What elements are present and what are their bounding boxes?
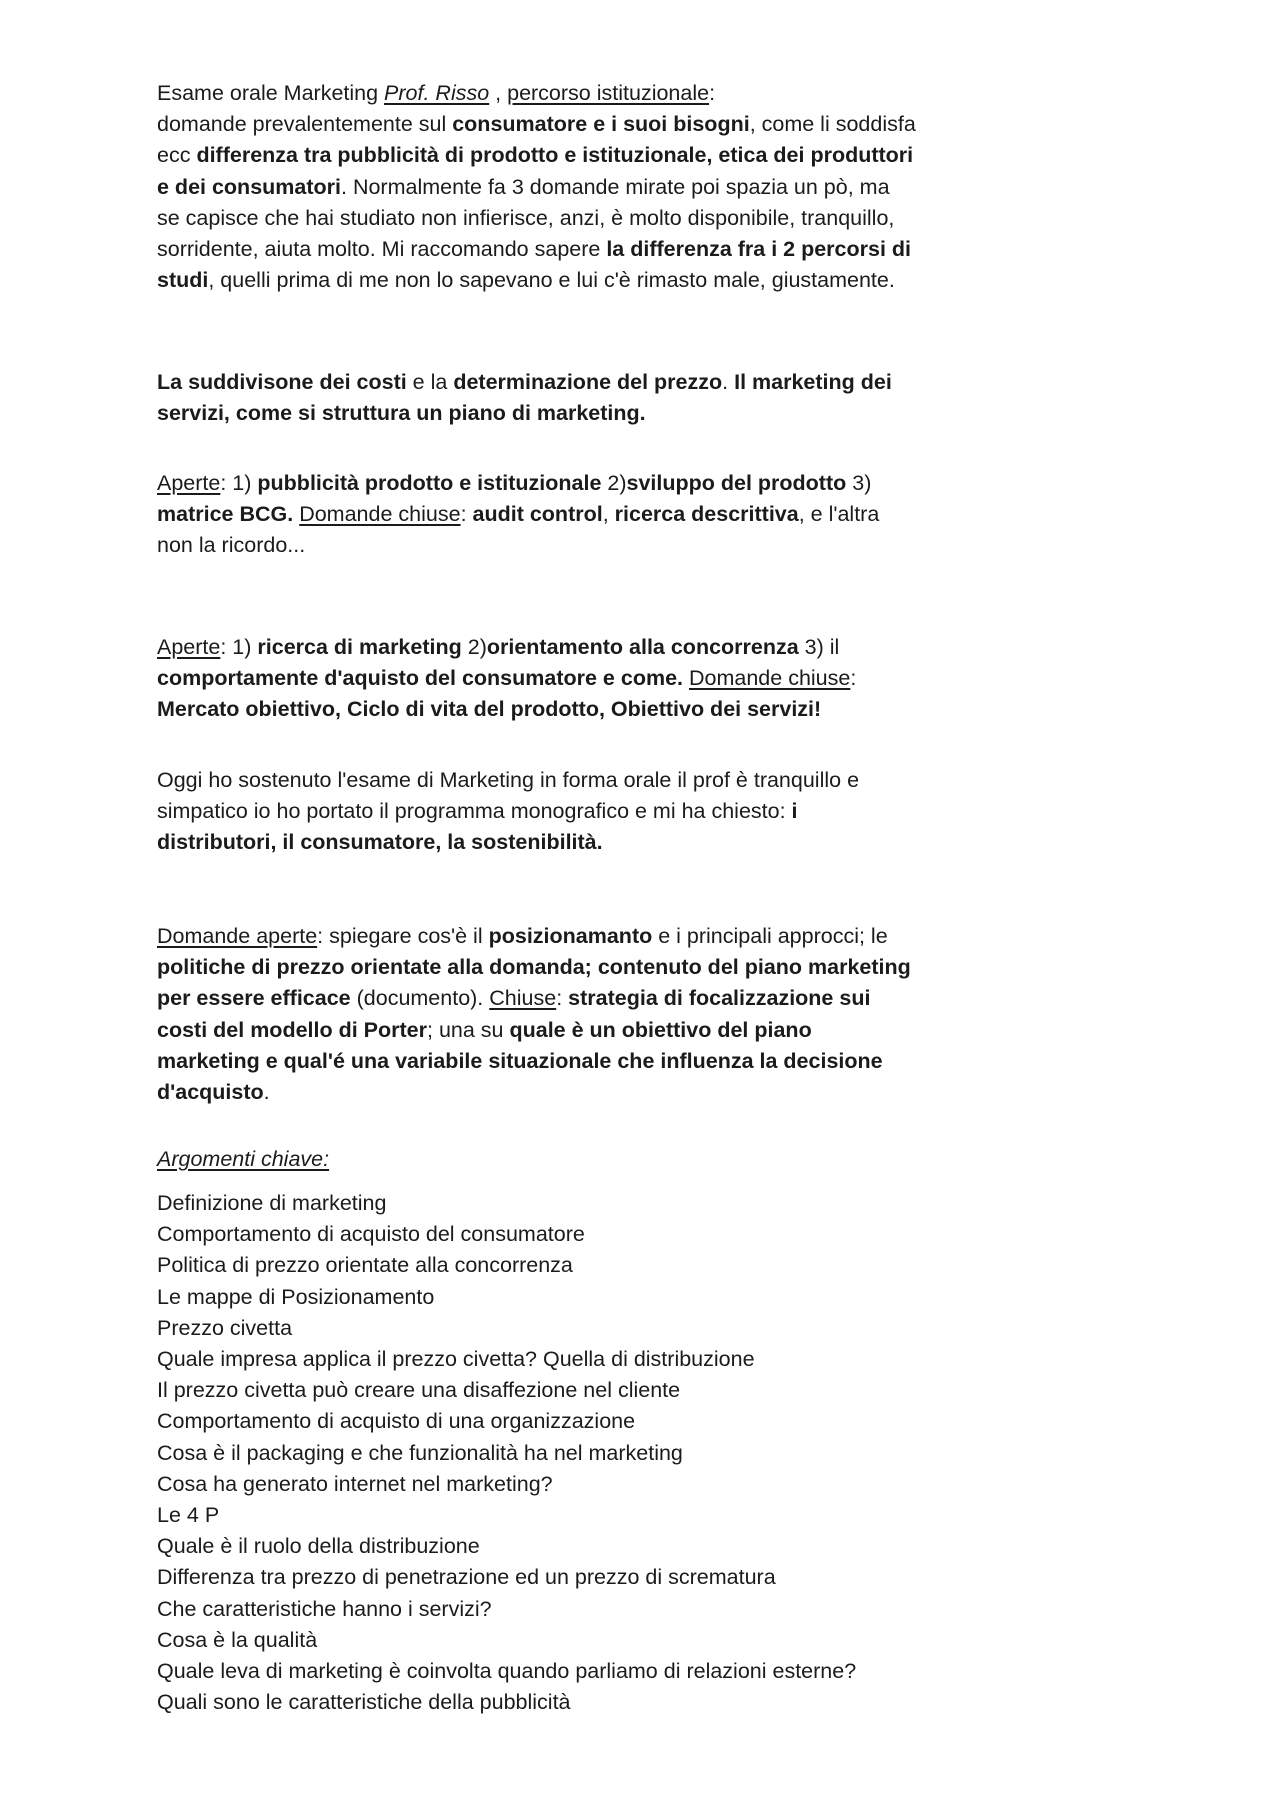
text-run: posizionamanto <box>488 924 653 948</box>
text-run: Domande chiuse <box>689 666 851 691</box>
text-run: 2) <box>461 635 487 659</box>
text-run: Il marketing dei servizi, come si struttura un piano di marketing. <box>157 370 892 426</box>
text-run: Domande aperte <box>157 924 318 948</box>
text-run: ricerca di marketing <box>257 635 462 659</box>
text-run: : 1) <box>220 471 258 495</box>
text-run: sviluppo del prodotto <box>626 471 847 495</box>
key-topic-item: Quale è il ruolo della distribuzione <box>157 1534 480 1559</box>
text-run: , e l'altra non la ricordo... <box>157 502 880 558</box>
text-run: . <box>722 370 735 394</box>
text-run: Esame orale Marketing <box>157 81 385 105</box>
key-topic-item: Definizione di marketing <box>157 1191 387 1215</box>
text-run: ricerca descrittiva <box>614 502 799 527</box>
intro-paragraph <box>157 78 917 296</box>
open-closed-questions-paragraph <box>157 921 917 1108</box>
text-run: , <box>602 502 615 527</box>
text-run: , <box>489 81 508 105</box>
text-run: 3) il <box>798 635 840 659</box>
costs-paragraph <box>157 367 917 429</box>
text-run: : 1) <box>220 635 258 659</box>
text-run: . Normalmente fa 3 domande mirate poi spazia un pò, ma se capisce che hai studiato non infierisce, anzi, è molto disponibile, tranquillo, sorridente, aiuta molto. Mi raccomando sapere <box>157 174 895 262</box>
text-run: strategia di focalizzazione sui costi del modello di Porter <box>157 986 871 1042</box>
text-run: (documento). <box>350 986 490 1011</box>
text-run: quale è un obiettivo del piano marketing e qual'é una variabile situazionale che influenza la decisione d'acquisto <box>157 1017 883 1105</box>
text-run: percorso istituzionale <box>507 81 710 105</box>
text-run: Aperte <box>157 471 221 495</box>
key-topic-item: Le mappe di Posizionamento <box>157 1284 435 1309</box>
text-run: orientamento alla concorrenza <box>486 635 799 659</box>
text-run: comportamente d'aquisto del consumatore e come. <box>157 666 684 691</box>
key-topic-item: Cosa è il packaging e che funzionalità ha nel marketing <box>157 1440 683 1465</box>
text-run: e la <box>406 370 454 394</box>
text-run: ; una su <box>427 1017 510 1042</box>
open-questions-paragraph-1 <box>157 468 917 562</box>
text-run: consumatore e i suoi bisogni <box>452 112 750 137</box>
text-run: pubblicità prodotto e istituzionale <box>257 471 602 495</box>
key-topic-item: Quale impresa applica il prezzo civetta? Quella di distribuzione <box>157 1347 755 1372</box>
key-topic-item: Prezzo civetta <box>157 1315 293 1340</box>
open-questions-paragraph-2 <box>157 632 917 726</box>
text-run: la differenza fra i 2 percorsi di studi <box>157 237 912 293</box>
text-run: : <box>850 666 857 691</box>
text-run: audit control <box>472 502 603 527</box>
text-run: Chiuse <box>489 986 557 1011</box>
text-run: Prof. Risso <box>384 81 490 105</box>
key-topic-item: Quale leva di marketing è coinvolta quando parliamo di relazioni esterne? <box>157 1659 857 1684</box>
text-run: 2) <box>601 471 627 495</box>
text-run: : spiegare cos'è il <box>317 924 489 948</box>
key-topic-item: Che caratteristiche hanno i servizi? <box>157 1596 492 1621</box>
key-topic-item: Il prezzo civetta può creare una disaffezione nel cliente <box>157 1378 681 1403</box>
text-run: : <box>460 502 473 527</box>
text-run: Aperte <box>157 635 221 659</box>
key-topic-item: Cosa è la qualità <box>157 1627 318 1652</box>
text-run: i distributori, il consumatore, la sostenibilità. <box>157 799 798 855</box>
text-run: . <box>263 1080 270 1105</box>
text-run: matrice BCG. <box>157 502 294 527</box>
text-run: 3) <box>846 471 872 495</box>
text-run: , come li soddisfa ecc <box>157 112 916 168</box>
text-run: domande prevalentemente sul <box>157 112 453 137</box>
text-run: Domande chiuse <box>299 502 461 527</box>
text-run: determinazione del prezzo <box>453 370 723 394</box>
key-topic-item: Quali sono le caratteristiche della pubblicità <box>157 1690 571 1715</box>
key-topic-item: Comportamento di acquisto del consumatore <box>157 1222 585 1247</box>
key-topics-heading: Argomenti chiave: <box>157 1147 330 1171</box>
key-topics-list <box>157 1188 856 1718</box>
text-run: differenza tra pubblicità di prodotto e istituzionale, etica dei produttori e dei consumatori <box>157 143 914 199</box>
text-run: e i principali approcci; le <box>652 924 888 948</box>
key-topic-item: Le 4 P <box>157 1503 220 1528</box>
text-run: : <box>709 81 716 105</box>
key-topic-item: Comportamento di acquisto di una organizzazione <box>157 1409 636 1434</box>
text-run: Oggi ho sostenuto l'esame di Marketing in forma orale il prof è tranquillo e simpatico io ho portato il programma monografico e mi ha chiesto: <box>157 768 860 824</box>
text-run: Mercato obiettivo, Ciclo di vita del prodotto, Obiettivo dei servizi! <box>157 697 822 722</box>
key-topic-item: Differenza tra prezzo di penetrazione ed un prezzo di scrematura <box>157 1565 776 1590</box>
text-run: La suddivisone dei costi <box>157 370 407 394</box>
key-topic-item: Politica di prezzo orientate alla concorrenza <box>157 1253 573 1278</box>
oral-exam-paragraph <box>157 765 917 859</box>
text-run: : <box>556 986 569 1011</box>
text-run: politiche di prezzo orientate alla domanda; contenuto del piano marketing per essere efficace <box>157 955 911 1011</box>
key-topic-item: Cosa ha generato internet nel marketing? <box>157 1471 553 1496</box>
text-run: , quelli prima di me non lo sapevano e lui c'è rimasto male, giustamente. <box>208 268 895 293</box>
